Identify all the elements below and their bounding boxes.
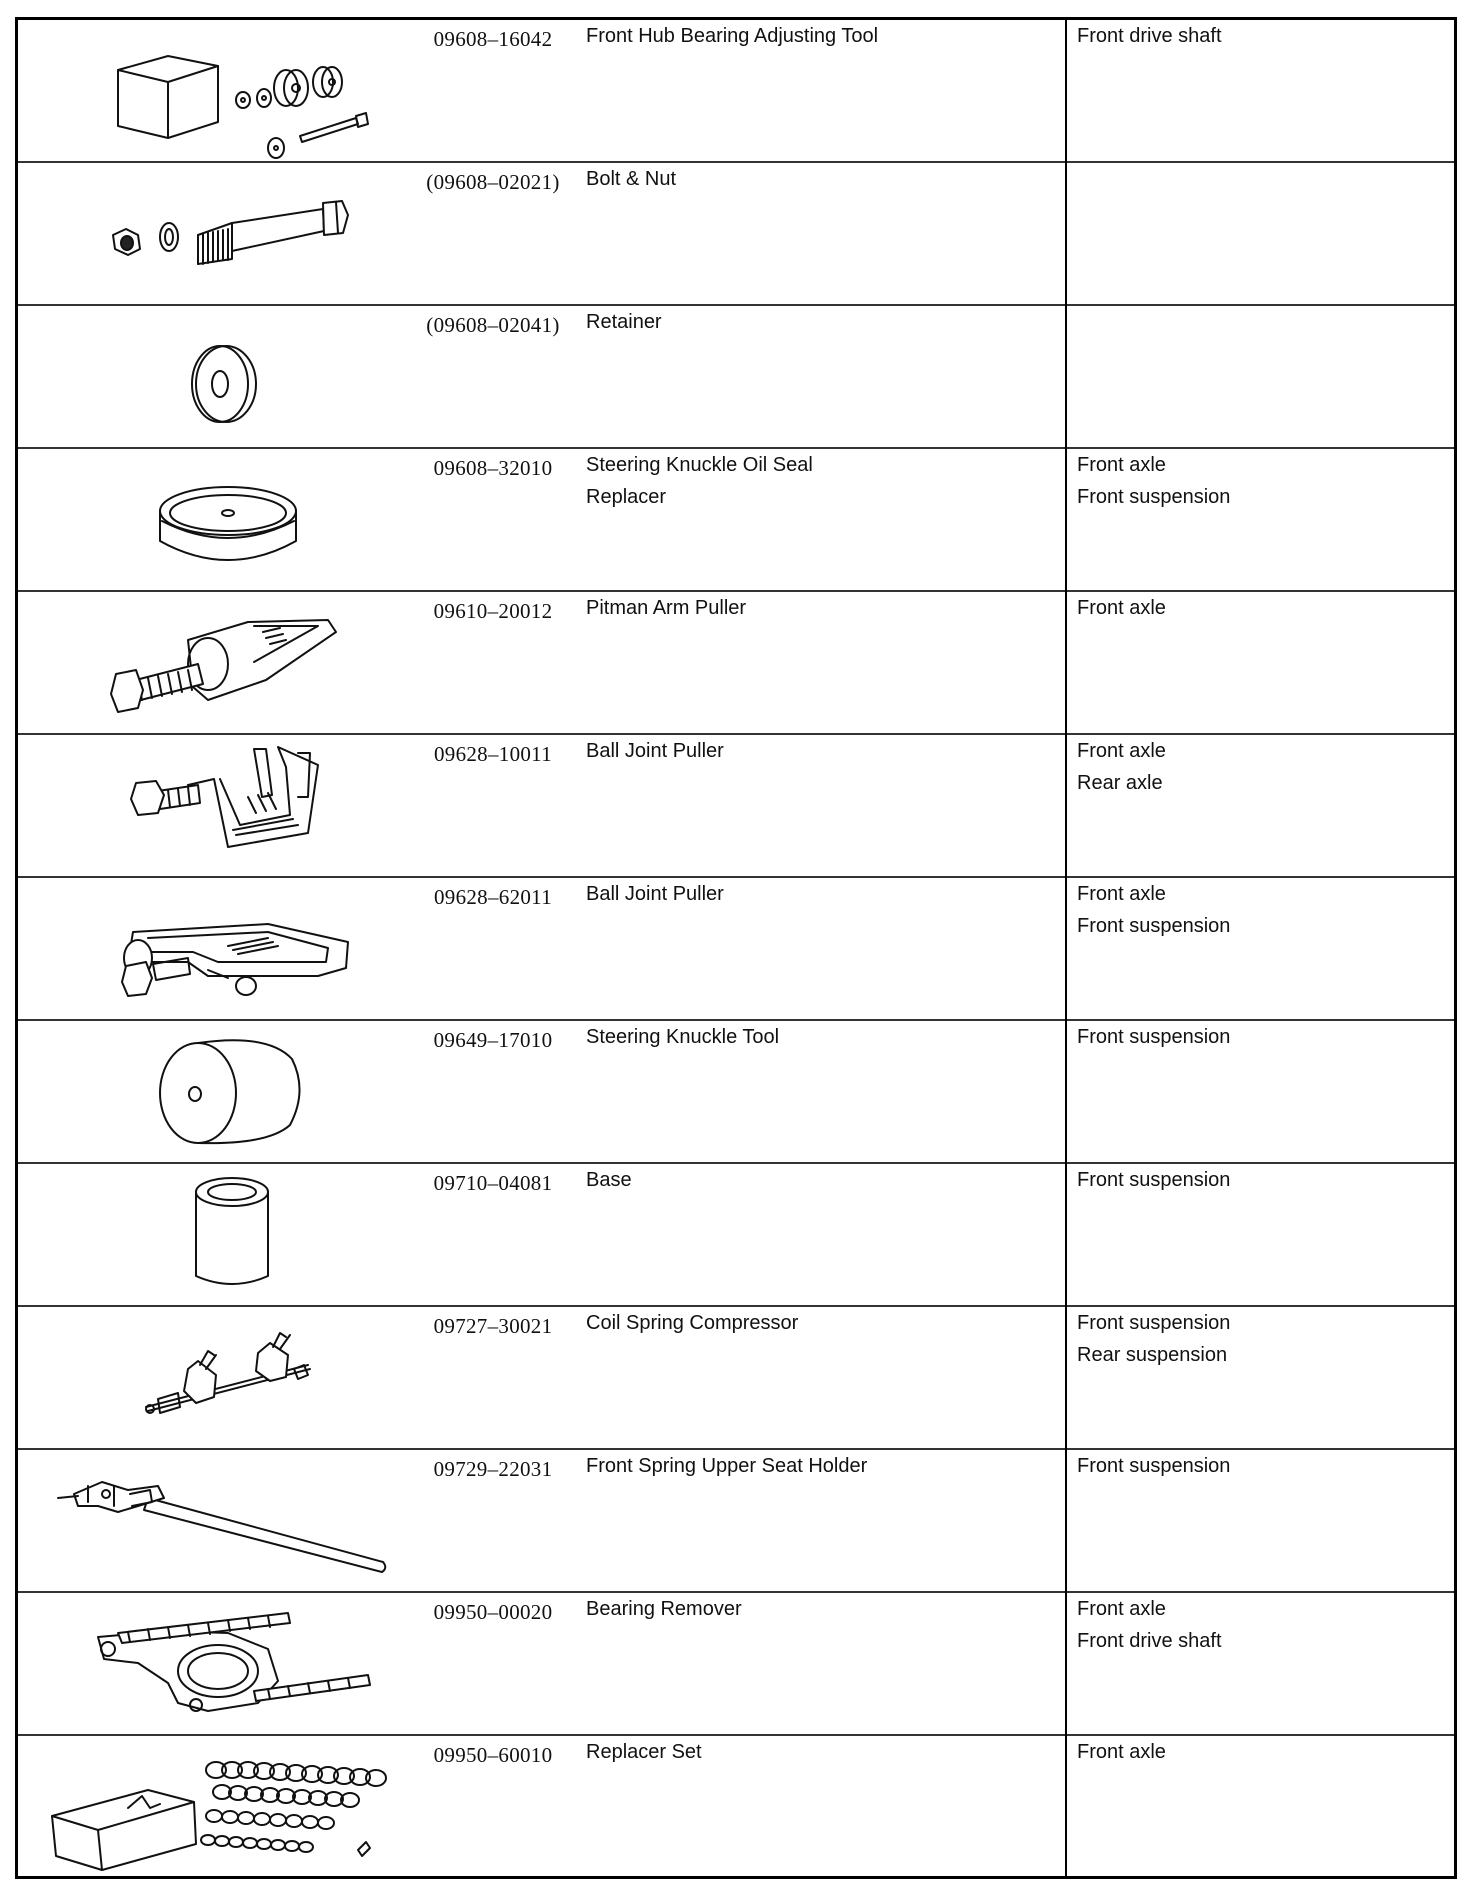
part-number: 09608–16042 [433, 27, 553, 51]
base-cylinder-icon [18, 1164, 408, 1305]
spring-seat-holder-icon [18, 1450, 408, 1591]
tool-use: Front axle Front suspension [1077, 882, 1231, 937]
tool-name: Bearing Remover [586, 1597, 742, 1620]
table-row [17, 1306, 1456, 1449]
tool-use: Front suspension [1077, 1454, 1231, 1477]
table-row [17, 448, 1456, 591]
coil-spring-compressor-icon [18, 1307, 408, 1448]
tool-name: Steering Knuckle Tool [586, 1025, 780, 1048]
tool-name: Ball Joint Puller [586, 739, 724, 762]
table-row [17, 1449, 1456, 1592]
tool-name: Base [586, 1168, 632, 1191]
bearing-remover-icon [18, 1593, 408, 1734]
tool-use: Front suspension [1077, 1168, 1231, 1191]
table-row [17, 1163, 1456, 1306]
table-row [17, 162, 1456, 305]
part-number: 09608–32010 [433, 455, 553, 480]
tool-use: Front axle Front drive shaft [1077, 1597, 1222, 1652]
part-number: (09608–02021) [426, 169, 560, 194]
part-number: 09628–62011 [433, 884, 553, 909]
tool-use: Front suspension Rear suspension [1077, 1311, 1231, 1366]
part-number: 09710–04081 [433, 1170, 553, 1195]
part-number: 09610–20012 [433, 598, 553, 623]
tool-name: Ball Joint Puller [586, 882, 724, 905]
part-number: (09608–02041) [426, 312, 560, 337]
tool-name: Replacer Set [586, 1740, 702, 1763]
tool-name: Pitman Arm Puller [586, 596, 747, 619]
tool-use: Front suspension [1077, 1025, 1231, 1048]
part-number: 09950–00020 [433, 1599, 553, 1624]
table-row [17, 1735, 1456, 1878]
tool-name: Coil Spring Compressor [586, 1311, 799, 1334]
tool-use: Front axle [1077, 596, 1166, 619]
tool-name: Retainer [586, 310, 662, 333]
steering-knuckle-tool-icon [18, 1021, 408, 1162]
tool-use: Front drive shaft [1077, 25, 1222, 47]
oil-seal-replacer-icon [18, 449, 408, 590]
pitman-arm-puller-icon [18, 592, 408, 733]
table-row [17, 1592, 1456, 1735]
part-number: 09628–10011 [433, 741, 553, 766]
part-number: 09729–22031 [433, 1456, 553, 1481]
ball-joint-puller-frame-icon [18, 878, 408, 1019]
tool-use: Front axle Front suspension [1077, 453, 1231, 508]
part-number: 09649–17010 [433, 1027, 553, 1052]
bolt-and-nut-icon [18, 163, 408, 304]
bearing-adjusting-tool-kit-icon [18, 20, 408, 161]
ball-joint-puller-icon [18, 735, 408, 876]
table-row [17, 1020, 1456, 1163]
table-row [17, 19, 1456, 162]
tool-name: Front Spring Upper Seat Holder [586, 1454, 868, 1477]
table-row [17, 305, 1456, 448]
retainer-washer-icon [18, 306, 408, 447]
part-number: 09727–30021 [433, 1313, 553, 1338]
tool-use: Front axle Rear axle [1077, 739, 1166, 794]
special-service-tools-table [15, 17, 1457, 1879]
tool-name: Front Hub Bearing Adjusting Tool [586, 25, 879, 47]
table-row [17, 591, 1456, 734]
table-row [17, 734, 1456, 877]
tool-name: Bolt & Nut [586, 167, 677, 190]
tool-name: Steering Knuckle Oil Seal Replacer [586, 453, 813, 508]
part-number: 09950–60010 [433, 1742, 553, 1767]
table-row [17, 877, 1456, 1020]
tool-use: Front axle [1077, 1740, 1166, 1763]
replacer-set-icon [18, 1736, 408, 1877]
